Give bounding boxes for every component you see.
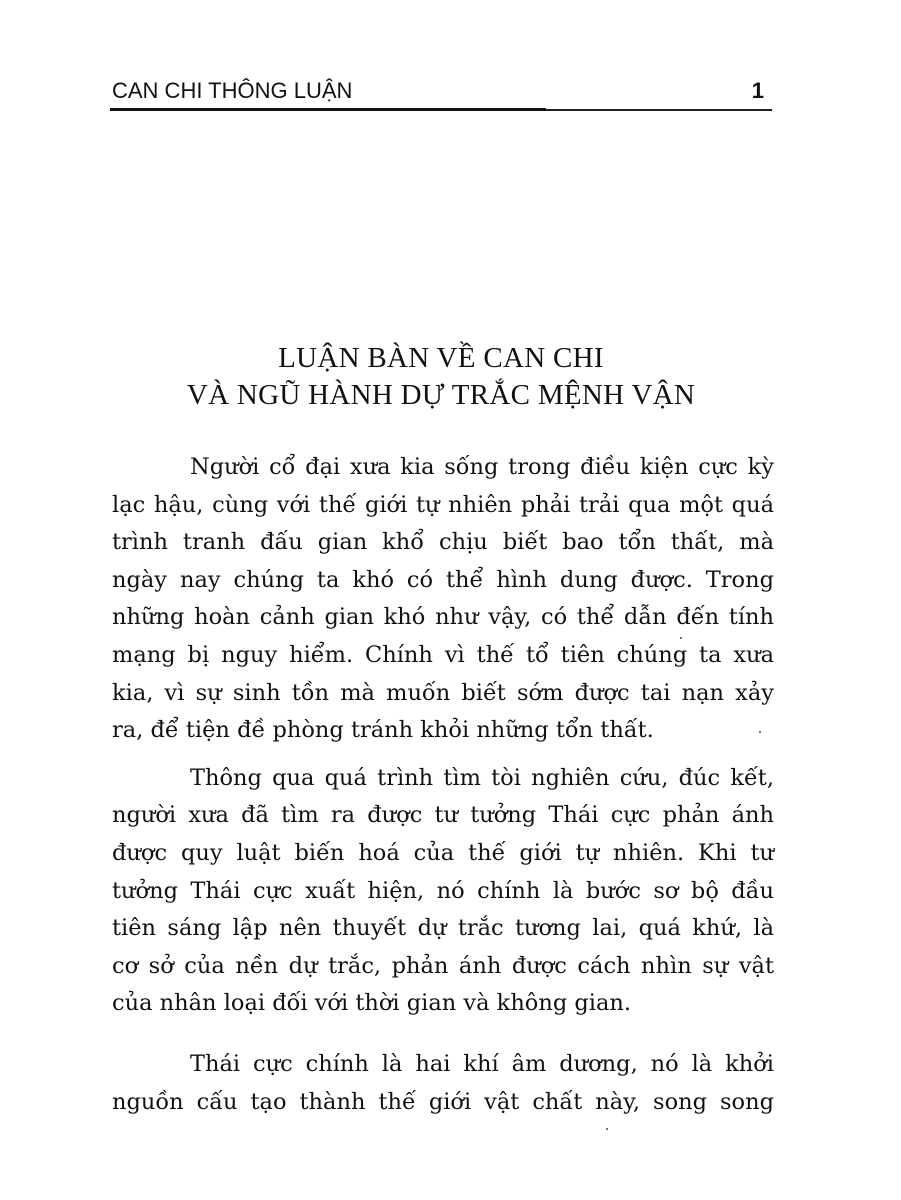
header-rule-thick [110, 108, 546, 111]
paragraph-3 [112, 1046, 774, 1121]
text-line: lạc hậu, cùng với thế giới tự nhiên phải trải qua một quá [112, 491, 774, 518]
text-line: Thông qua quá trình tìm tòi nghiên cứu, đúc kết, [190, 764, 774, 791]
body-text [112, 449, 774, 1121]
scan-speck [606, 1128, 608, 1130]
paragraph-2 [112, 760, 774, 1023]
text-line: trình tranh đấu gian khổ chịu biết bao tổn thất, mà [112, 529, 774, 556]
header-rule-thin [546, 109, 772, 111]
running-title: CAN CHI THÔNG LUẬN [112, 78, 353, 103]
running-header [110, 78, 772, 114]
text-line: Người cổ đại xưa kia sống trong điều kiện cực kỳ [190, 454, 774, 480]
chapter-title-line-2: VÀ NGŨ HÀNH DỰ TRẮC MỆNH VẬN [186, 379, 696, 411]
paragraph-1 [112, 449, 774, 750]
text-line: ra, để tiện đề phòng tránh khỏi những tổn thất. [112, 717, 654, 744]
scan-speck [759, 731, 761, 733]
text-line: cơ sở của nền dự trắc, phản ánh được cách nhìn sự vật [112, 952, 774, 979]
text-line: kia, vì sự sinh tồn mà muốn biết sớm được tai nạn xảy [112, 679, 774, 706]
text-line: nguồn cấu tạo thành thế giới vật chất này, song song [112, 1088, 774, 1115]
scan-speck [680, 637, 682, 639]
text-line: mạng bị nguy hiểm. Chính vì thế tổ tiên chúng ta xưa [112, 641, 774, 668]
text-line: tiên sáng lập nên thuyết dự trắc tương lai, quá khứ, là [112, 915, 774, 942]
text-line: được quy luật biến hoá của thế giới tự nhiên. Khi tư [112, 839, 774, 866]
text-line: của nhân loại đối với thời gian và không gian. [112, 990, 632, 1017]
page-number: 1 [751, 78, 764, 103]
chapter-title-line-1: LUẬN BÀN VỀ CAN CHI [278, 342, 604, 374]
text-line: tưởng Thái cực xuất hiện, nó chính là bước sơ bộ đầu [112, 877, 774, 904]
text-line: những hoàn cảnh gian khó như vậy, có thể dẫn đến tính [112, 604, 774, 631]
text-line: ngày nay chúng ta khó có thể hình dung được. Trong [112, 566, 774, 593]
chapter-title [110, 340, 772, 414]
text-line: Thái cực chính là hai khí âm dương, nó là khởi [190, 1050, 774, 1077]
text-line: người xưa đã tìm ra được tư tưởng Thái cực phản ánh [112, 802, 774, 829]
